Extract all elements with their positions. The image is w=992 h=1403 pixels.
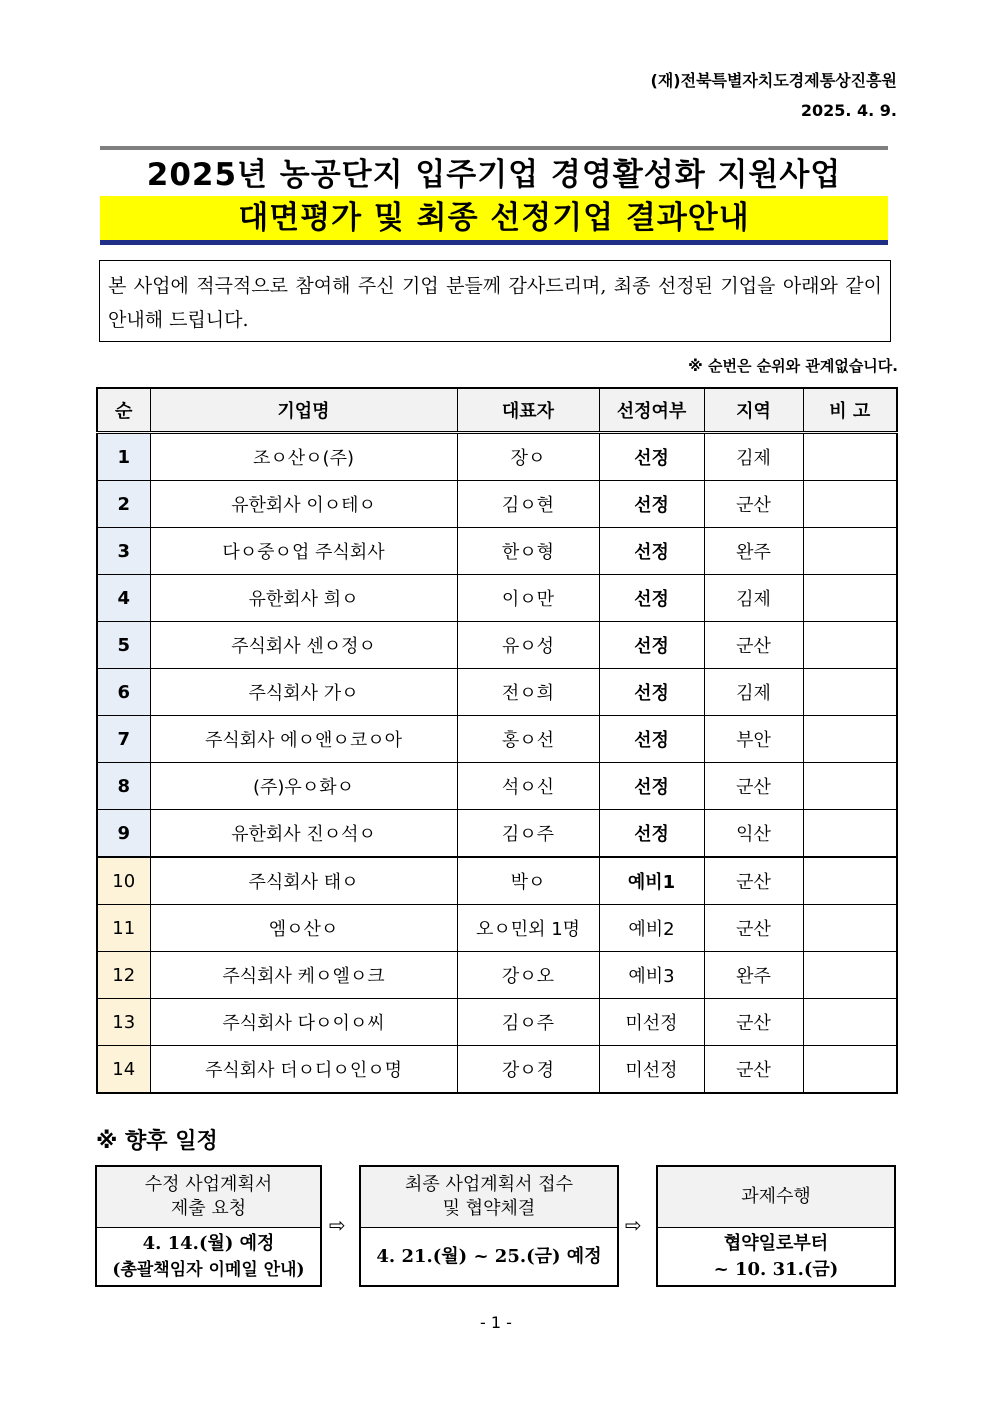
header-region: 지역 xyxy=(704,388,803,433)
row-no: 14 xyxy=(97,1046,150,1094)
schedule-step-3-detail-line2: ~ 10. 31.(금) xyxy=(713,1258,839,1280)
header-no: 순 xyxy=(97,388,150,433)
row-remark xyxy=(803,999,897,1046)
page-subtitle: 대면평가 및 최종 선정기업 결과안내 xyxy=(100,196,888,240)
row-no: 13 xyxy=(97,999,150,1046)
row-region: 완주 xyxy=(704,528,803,575)
row-ceo: 김ㅇ주 xyxy=(457,810,599,858)
table-row xyxy=(97,716,897,763)
row-remark xyxy=(803,528,897,575)
schedule-step-2-title-line1: 최종 사업계획서 접수 xyxy=(405,1174,573,1195)
schedule-step-1-detail xyxy=(97,1228,320,1285)
table-row xyxy=(97,1046,897,1094)
row-remark xyxy=(803,716,897,763)
schedule-step-1 xyxy=(95,1165,322,1287)
row-ceo: 전ㅇ희 xyxy=(457,669,599,716)
table-row xyxy=(97,622,897,669)
row-no: 6 xyxy=(97,669,150,716)
schedule-step-2 xyxy=(359,1165,619,1287)
schedule-step-1-title-line1: 수정 사업계획서 xyxy=(144,1174,273,1195)
header-remark: 비 고 xyxy=(803,388,897,433)
row-region: 군산 xyxy=(704,622,803,669)
row-region: 군산 xyxy=(704,1046,803,1094)
row-company: 유한회사 이ㅇ테ㅇ xyxy=(150,481,457,528)
row-ceo: 한ㅇ형 xyxy=(457,528,599,575)
row-remark xyxy=(803,575,897,622)
row-region: 군산 xyxy=(704,905,803,952)
table-row xyxy=(97,857,897,905)
row-company: 주식회사 태ㅇ xyxy=(150,857,457,905)
row-remark xyxy=(803,952,897,999)
row-company: 주식회사 더ㅇ디ㅇ인ㅇ명 xyxy=(150,1046,457,1094)
row-no: 1 xyxy=(97,433,150,481)
row-ceo: 장ㅇ xyxy=(457,433,599,481)
row-status: 예비3 xyxy=(599,952,704,999)
row-no: 11 xyxy=(97,905,150,952)
row-remark xyxy=(803,669,897,716)
table-row xyxy=(97,669,897,716)
row-remark xyxy=(803,433,897,481)
page-number: - 1 - xyxy=(480,1313,512,1332)
row-no: 12 xyxy=(97,952,150,999)
row-company: (주)우ㅇ화ㅇ xyxy=(150,763,457,810)
table-row xyxy=(97,575,897,622)
table-row xyxy=(97,999,897,1046)
table-row xyxy=(97,905,897,952)
schedule-step-2-title xyxy=(361,1167,617,1228)
row-no: 7 xyxy=(97,716,150,763)
arrow-right-icon: ⇨ xyxy=(329,1213,346,1237)
row-ceo: 박ㅇ xyxy=(457,857,599,905)
row-ceo: 강ㅇ오 xyxy=(457,952,599,999)
schedule-step-1-title xyxy=(97,1167,320,1228)
row-region: 김제 xyxy=(704,669,803,716)
row-company: 주식회사 에ㅇ앤ㅇ코ㅇ아 xyxy=(150,716,457,763)
title-bottom-rule xyxy=(100,240,888,245)
row-no: 4 xyxy=(97,575,150,622)
table-body xyxy=(97,433,897,1094)
schedule-step-2-title-line2: 및 협약체결 xyxy=(442,1198,536,1219)
order-note: ※ 순번은 순위와 관계없습니다. xyxy=(688,357,898,375)
schedule-step-1-title-line2: 제출 요청 xyxy=(170,1198,247,1219)
row-remark xyxy=(803,622,897,669)
schedule-step-1-detail-line2: (총괄책임자 이메일 안내) xyxy=(112,1259,305,1280)
table-row xyxy=(97,952,897,999)
row-ceo: 유ㅇ성 xyxy=(457,622,599,669)
row-ceo: 강ㅇ경 xyxy=(457,1046,599,1094)
row-company: 주식회사 센ㅇ정ㅇ xyxy=(150,622,457,669)
row-remark xyxy=(803,810,897,858)
row-status: 선정 xyxy=(599,575,704,622)
row-remark xyxy=(803,481,897,528)
row-status: 예비1 xyxy=(599,857,704,905)
row-company: 조ㅇ산ㅇ(주) xyxy=(150,433,457,481)
schedule-step-3-title-line1: 과제수행 xyxy=(741,1186,811,1207)
row-status: 선정 xyxy=(599,716,704,763)
schedule-step-3-detail xyxy=(658,1228,894,1285)
issuer-block xyxy=(651,66,897,126)
row-region: 군산 xyxy=(704,857,803,905)
row-remark xyxy=(803,1046,897,1094)
row-no: 5 xyxy=(97,622,150,669)
row-no: 9 xyxy=(97,810,150,858)
table-row xyxy=(97,433,897,481)
issuer-name: (재)전북특별자치도경제통상진흥원 xyxy=(650,71,897,90)
selection-table xyxy=(96,387,898,1094)
table-row xyxy=(97,763,897,810)
schedule-heading: ※ 향후 일정 xyxy=(96,1129,218,1154)
row-ceo: 김ㅇ현 xyxy=(457,481,599,528)
row-ceo: 석ㅇ신 xyxy=(457,763,599,810)
schedule-step-3-detail-line1: 협약일로부터 xyxy=(723,1232,829,1254)
schedule-step-2-detail xyxy=(361,1228,617,1285)
table-row xyxy=(97,810,897,858)
row-status: 선정 xyxy=(599,810,704,858)
row-status: 선정 xyxy=(599,433,704,481)
header-company: 기업명 xyxy=(150,388,457,433)
row-status: 미선정 xyxy=(599,1046,704,1094)
row-region: 완주 xyxy=(704,952,803,999)
row-company: 유한회사 희ㅇ xyxy=(150,575,457,622)
row-no: 2 xyxy=(97,481,150,528)
row-company: 유한회사 진ㅇ석ㅇ xyxy=(150,810,457,858)
schedule-step-3 xyxy=(656,1165,896,1287)
header-ceo: 대표자 xyxy=(457,388,599,433)
schedule-step-1-detail-line1: 4. 14.(월) 예정 xyxy=(142,1232,275,1254)
row-no: 8 xyxy=(97,763,150,810)
row-status: 선정 xyxy=(599,622,704,669)
row-ceo: 홍ㅇ선 xyxy=(457,716,599,763)
row-status: 선정 xyxy=(599,763,704,810)
intro-text: 본 사업에 적극적으로 참여해 주신 기업 분들께 감사드리며, 최종 선정된 기업을 아래와 같이 안내해 드립니다. xyxy=(99,260,891,342)
row-company: 엠ㅇ산ㅇ xyxy=(150,905,457,952)
row-remark xyxy=(803,857,897,905)
row-company: 주식회사 케ㅇ엘ㅇ크 xyxy=(150,952,457,999)
row-ceo: 오ㅇ민외 1명 xyxy=(457,905,599,952)
row-remark xyxy=(803,763,897,810)
row-no: 10 xyxy=(97,857,150,905)
row-company: 다ㅇ중ㅇ업 주식회사 xyxy=(150,528,457,575)
row-region: 김제 xyxy=(704,575,803,622)
row-ceo: 김ㅇ주 xyxy=(457,999,599,1046)
arrow-right-icon: ⇨ xyxy=(625,1213,642,1237)
header-status: 선정여부 xyxy=(599,388,704,433)
row-ceo: 이ㅇ만 xyxy=(457,575,599,622)
row-company: 주식회사 가ㅇ xyxy=(150,669,457,716)
row-no: 3 xyxy=(97,528,150,575)
row-region: 군산 xyxy=(704,999,803,1046)
schedule-step-3-title xyxy=(658,1167,894,1228)
row-region: 익산 xyxy=(704,810,803,858)
table-row xyxy=(97,481,897,528)
schedule-step-2-detail-line1: 4. 21.(월) ~ 25.(금) 예정 xyxy=(376,1245,602,1267)
row-company: 주식회사 다ㅇ이ㅇ씨 xyxy=(150,999,457,1046)
row-region: 김제 xyxy=(704,433,803,481)
row-status: 선정 xyxy=(599,669,704,716)
row-status: 선정 xyxy=(599,528,704,575)
row-region: 군산 xyxy=(704,763,803,810)
row-status: 미선정 xyxy=(599,999,704,1046)
row-status: 선정 xyxy=(599,481,704,528)
row-region: 군산 xyxy=(704,481,803,528)
table-header-row xyxy=(97,388,897,433)
title-block xyxy=(100,146,888,245)
issue-date: 2025. 4. 9. xyxy=(800,101,897,120)
row-status: 예비2 xyxy=(599,905,704,952)
page-title: 2025년 농공단지 입주기업 경영활성화 지원사업 xyxy=(146,157,842,193)
table-row xyxy=(97,528,897,575)
row-region: 부안 xyxy=(704,716,803,763)
row-remark xyxy=(803,905,897,952)
